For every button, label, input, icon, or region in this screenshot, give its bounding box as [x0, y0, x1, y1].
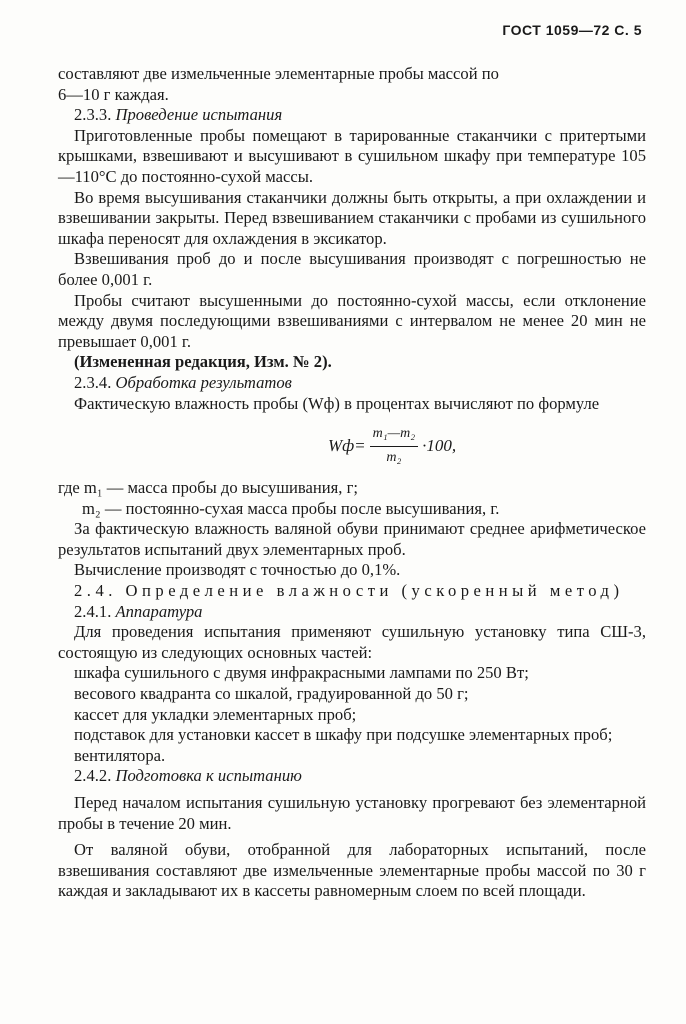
paragraph: Фактическую влажность пробы (Wф) в процентах вычисляют по формуле — [74, 393, 600, 413]
paragraph: Приготовленные пробы помещают в тарированные стаканчики с притертыми крышками, взвешивают и высушивают в сушильном шкафу при температуре 105—110°С до постоянно-сухой массы. — [58, 125, 646, 186]
section-number: 2.4.1. — [74, 601, 112, 621]
list-item: подставок для установки кассет в шкафу при подсушке элементарных проб; — [74, 725, 613, 745]
section-number: 2.4.2. — [74, 766, 112, 786]
formula-equals: = — [354, 435, 366, 455]
moisture-formula — [58, 420, 646, 472]
text-line: 6—10 г каждая. — [58, 84, 169, 104]
section-heading-2-3-4 — [58, 373, 646, 394]
paragraph: Вычисление производят с точностью до 0,1%. — [74, 560, 401, 580]
paragraph: Перед началом испытания сушильную установку прогревают без элементарной пробы в течение 20 мин. — [58, 793, 646, 833]
paragraph: От валяной обуви, отобранной для лабораторных испытаний, после взвешивания составляют две измельченные элементарные пробы массой по 30 г каждая и закладывают их в кассеты равномерным слоем по всей площади. — [58, 840, 646, 901]
formula-numerator: m₁—m₂ — [370, 424, 418, 447]
paragraph: Взвешивания проб до и после высушивания производят с погрешностью не более 0,001 г. — [58, 249, 646, 289]
formula-denominator: m₂ — [386, 449, 402, 465]
section-title: Проведение испытания — [115, 105, 283, 125]
paragraph: Для проведения испытания применяют сушильную установку типа СШ-3, состоящую из следующих основных частей: — [58, 622, 646, 662]
document-body — [58, 64, 646, 902]
section-heading-2-4-1 — [58, 602, 646, 623]
list-item: весового квадранта со шкалой, градуированной до 50 г; — [74, 684, 469, 704]
section-heading-2-4: 2.4. Определение влажности (ускоренный метод) — [74, 581, 624, 601]
list-item: вентилятора. — [74, 745, 166, 765]
section-heading-2-4-2 — [58, 766, 646, 787]
section-number: 2.3.3. — [74, 105, 112, 125]
paragraph: Пробы считают высушенными до постоянно-сухой массы, если отклонение между двумя последующими взвешиваниями с интервалом не менее 20 мин не превышает 0,001 г. — [58, 290, 646, 351]
paragraph: Во время высушивания стаканчики должны быть открыты, а при охлаждении и взвешивании закрыты. Перед взвешиванием стаканчики с пробами из сушильного шкафа переносят для охлаждения в эксикатор. — [58, 187, 646, 248]
section-heading-2-3-3 — [58, 105, 646, 126]
text-line: составляют две измельченные элементарные пробы массой по — [58, 64, 499, 83]
formula-fraction — [370, 424, 418, 468]
section-title: Подготовка к испытанию — [115, 766, 302, 786]
section-title: Обработка результатов — [115, 372, 292, 392]
paragraph: За фактическую влажность валяной обуви принимают среднее арифметическое результатов испытаний двух элементарных проб. — [58, 519, 646, 559]
formula-lhs: Wф — [327, 435, 355, 455]
list-item: кассет для укладки элементарных проб; — [74, 704, 357, 724]
list-item: шкафа сушильного с двумя инфракрасными лампами по 250 Вт; — [74, 663, 529, 683]
page-header: ГОСТ 1059—72 С. 5 — [502, 22, 642, 38]
formula-legend-1: где m₁ — масса пробы до высушивания, г; — [58, 478, 358, 498]
section-number: 2.3.4. — [74, 372, 112, 392]
formula-legend-2: m₂ — постоянно-сухая масса пробы после высушивания, г. — [82, 498, 500, 518]
formula-tail: ·100, — [422, 435, 457, 455]
section-title: Аппаратура — [115, 601, 203, 621]
amendment-note: (Измененная редакция, Изм. № 2). — [74, 352, 332, 372]
